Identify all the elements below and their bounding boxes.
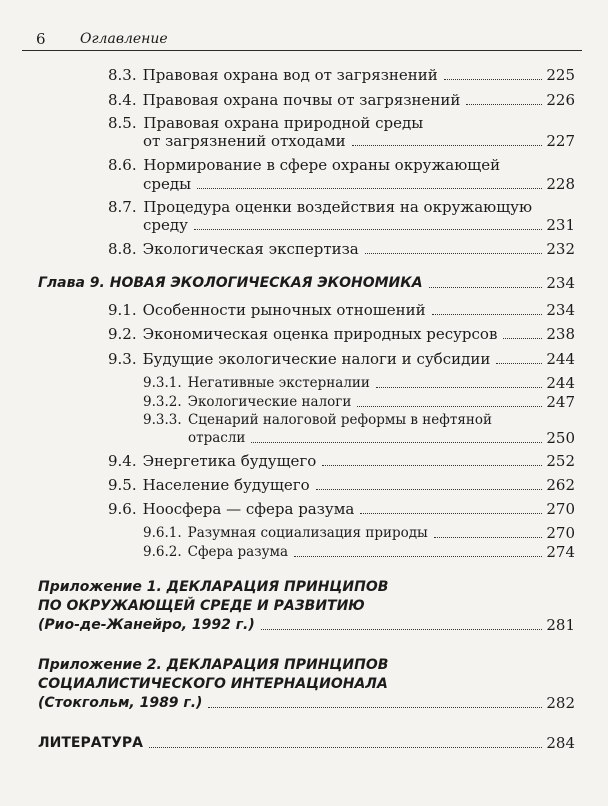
entry-page: 262 [546,476,575,494]
entry-page: 238 [546,325,575,343]
toc-entry-8-3 [108,66,575,85]
entry-number: 8.3. [108,66,137,84]
dot-leader [365,253,543,254]
dot-leader [496,363,542,364]
dot-leader [376,387,542,388]
toc-entry-8-7-line2 [143,216,575,235]
page-number: 6 [36,30,46,48]
entry-number: 9.4. [108,452,137,470]
toc-entry-9-3 [108,350,575,369]
toc-entry-8-5-line1 [108,114,423,133]
dot-leader [434,537,543,538]
entry-title: Разумная социализация природы [187,525,428,541]
entry-title: Особенности рыночных отношений [142,301,426,319]
entry-title: Экологическая экспертиза [142,240,359,258]
entry-number: 9.3. [108,350,137,368]
entry-title: Экологические налоги [187,394,352,410]
entry-number: 9.6.1. [143,525,182,541]
entry-page: 247 [546,393,575,411]
entry-number: 9.2. [108,325,137,343]
toc-entry-8-7-line1 [108,198,532,217]
entry-title: Ноосфера — сфера разума [142,500,355,518]
toc-appendix-1-line2: ПО ОКРУЖАЮЩЕЙ СРЕДЕ И РАЗВИТИЮ [38,598,365,614]
entry-title: Экономическая оценка природных ресурсов [142,325,498,343]
entry-page: 232 [546,240,575,258]
dot-leader [444,79,543,80]
toc-entry-9-2 [108,325,575,344]
entry-title: Процедура оценки воздействия на окружающую [143,198,533,216]
entry-title-cont: среду [143,216,188,234]
toc-entry-8-8 [108,240,575,259]
toc-appendix-2-line2: СОЦИАЛИСТИЧЕСКОГО ИНТЕРНАЦИОНАЛА [38,676,388,692]
entry-title-cont: от загрязнений отходами [143,132,346,150]
dot-leader [208,707,542,708]
entry-number: 8.7. [108,198,137,216]
entry-title-cont: отрасли [188,430,246,446]
entry-number: 9.5. [108,476,137,494]
entry-number: 8.5. [108,114,137,132]
toc-entry-9-3-1 [143,374,575,393]
toc-appendix-1-line1: Приложение 1. ДЕКЛАРАЦИЯ ПРИНЦИПОВ [38,579,389,595]
dot-leader [294,556,542,557]
chapter-title: Глава 9. НОВАЯ ЭКОЛОГИЧЕСКАЯ ЭКОНОМИКА [38,275,423,291]
entry-number: 9.3.2. [143,394,182,410]
dot-leader [360,513,542,514]
dot-leader [194,229,542,230]
entry-number: 9.6.2. [143,544,182,560]
toc-entry-9-3-2 [143,393,575,412]
toc-entry-8-6-line1 [108,156,500,175]
toc-entry-9-6-2 [143,543,575,562]
entry-number: 9.3.1. [143,375,182,391]
entry-page: 225 [546,66,575,84]
running-title: Оглавление [80,31,168,47]
entry-page: 274 [546,543,575,561]
toc-entry-9-5 [108,476,575,495]
entry-number: 8.6. [108,156,137,174]
entry-page: 244 [546,374,575,392]
appendix-subtitle: (Рио-де-Жанейро, 1992 г.) [38,617,255,633]
dot-leader [149,747,542,748]
dot-leader [197,188,542,189]
toc-appendix-2-line1: Приложение 2. ДЕКЛАРАЦИЯ ПРИНЦИПОВ [38,657,389,673]
toc-entry-9-4 [108,452,575,471]
entry-page: 244 [546,350,575,368]
toc-entry-9-3-3-line2 [188,429,575,448]
entry-page: 228 [546,175,575,193]
toc-entry-9-6-1 [143,524,575,543]
entry-page: 252 [546,452,575,470]
entry-number: 8.4. [108,91,137,109]
entry-page: 227 [546,132,575,150]
entry-page: 250 [546,429,575,447]
entry-page: 226 [546,91,575,109]
entry-number: 9.3.3. [143,412,182,428]
entry-number: 9.6. [108,500,137,518]
entry-page: 282 [546,694,575,712]
entry-number: 8.8. [108,240,137,258]
entry-title: Правовая охрана почвы от загрязнений [142,91,461,109]
toc-appendix-2-line3 [38,694,575,713]
entry-title: Сфера разума [187,544,289,560]
entry-page: 270 [546,524,575,542]
dot-leader [261,629,543,630]
toc-appendix-1-line3 [38,616,575,635]
entry-title: Энергетика будущего [142,452,317,470]
entry-title: Население будущего [142,476,310,494]
literature-title: ЛИТЕРАТУРА [38,735,143,751]
entry-page: 281 [546,616,575,634]
entry-page: 234 [546,301,575,319]
running-header [22,28,582,51]
dot-leader [429,287,543,288]
entry-title: Негативные экстерналии [187,375,370,391]
dot-leader [251,442,542,443]
toc-entry-8-4 [108,91,575,110]
entry-page: 231 [546,216,575,234]
entry-title-cont: среды [143,175,192,193]
toc-chapter-9 [38,274,575,293]
dot-leader [357,406,542,407]
entry-page: 234 [546,274,575,292]
appendix-subtitle: (Стокгольм, 1989 г.) [38,695,203,711]
entry-number: 9.1. [108,301,137,319]
toc-entry-8-5-line2 [143,132,575,151]
entry-page: 270 [546,500,575,518]
toc-entry-9-6 [108,500,575,519]
toc-entry-9-1 [108,301,575,320]
dot-leader [466,104,542,105]
entry-page: 284 [546,734,575,752]
entry-title: Будущие экологические налоги и субсидии [142,350,491,368]
entry-title: Правовая охрана природной среды [143,114,424,132]
dot-leader [352,145,543,146]
toc-entry-8-6-line2 [143,175,575,194]
toc-literature [38,734,575,753]
entry-title: Сценарий налоговой реформы в нефтяной [187,412,492,428]
dot-leader [432,314,543,315]
toc-entry-9-3-3-line1 [143,411,492,430]
entry-title: Правовая охрана вод от загрязнений [142,66,438,84]
dot-leader [503,338,542,339]
dot-leader [316,489,543,490]
dot-leader [322,465,542,466]
entry-title: Нормирование в сфере охраны окружающей [143,156,501,174]
